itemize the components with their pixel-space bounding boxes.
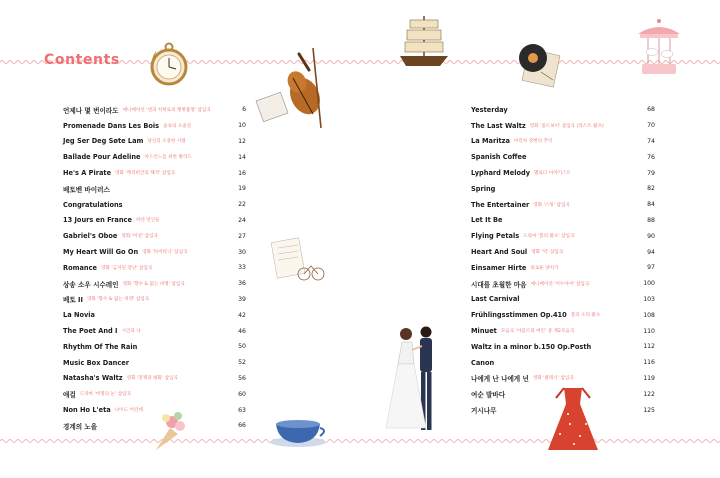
toc-entry[interactable] — [471, 276, 655, 292]
toc-entry-title: The Poet And I — [63, 327, 118, 336]
toc-entry-title: Einsamer Hirte — [471, 263, 527, 272]
toc-entry-page-number: 76 — [647, 153, 655, 161]
toc-entry-subtitle: 영화 '향수 & 없는 비명' 삽입곡 — [122, 281, 185, 287]
toc-entry[interactable] — [63, 149, 246, 165]
toc-entry[interactable] — [471, 118, 655, 134]
page-title: Contents — [44, 52, 120, 68]
toc-entry-title: 13 Jours en France — [63, 216, 132, 225]
toc-entry[interactable] — [471, 181, 655, 197]
toc-entry[interactable] — [471, 323, 655, 339]
toc-entry-title: Lyphard Melody — [471, 169, 531, 178]
toc-entry-subtitle: 봄의 소리 왈츠 — [570, 313, 601, 319]
dancing-couple-icon — [384, 324, 450, 440]
toc-entry-subtitle: 드라마 '봄의 왈츠' 삽입곡 — [523, 234, 575, 240]
toc-entry-title: Natasha's Waltz — [63, 374, 123, 383]
toc-entry-title: Spring — [471, 184, 496, 193]
toc-entry-page-number: 14 — [238, 153, 246, 161]
toc-entry-title: Spanish Coffee — [471, 153, 527, 162]
toc-entry-title: 경계의 노을 — [63, 422, 98, 431]
toc-entry-subtitle: 드라마 '여명의 눈' 삽입곡 — [79, 392, 132, 398]
toc-entry-title: Canon — [471, 358, 495, 367]
toc-entry-title: 거시나무 — [471, 407, 497, 416]
toc-entry-page-number: 70 — [647, 122, 655, 130]
toc-entry[interactable] — [63, 323, 246, 339]
toc-entry-subtitle: 마리차 강변의 추억 — [513, 139, 553, 145]
toc-entry-title: Heart And Soul — [471, 248, 528, 257]
toc-entry-title: 나에게 난 나에게 넌 — [471, 375, 529, 384]
toc-entry-title: My Heart Will Go On — [63, 248, 139, 257]
toc-entry[interactable] — [63, 197, 246, 213]
toc-entry-subtitle: 영화 '스팅' 삽입곡 — [533, 202, 570, 208]
toc-entry-page-number: 42 — [238, 311, 246, 319]
toc-entry-subtitle: 나이도 어린데 — [114, 408, 143, 414]
toc-entry-page-number: 122 — [643, 390, 655, 398]
toc-entry-page-number: 33 — [238, 264, 246, 272]
toc-entry-title: Congratulations — [63, 200, 123, 209]
toc-entry-page-number: 6 — [242, 106, 246, 114]
toc-entry-title: Ballade Pour Adeline — [63, 153, 141, 162]
toc-entry[interactable] — [471, 339, 655, 355]
toc-entry-page-number: 50 — [238, 343, 246, 351]
toc-entry[interactable] — [63, 181, 246, 197]
toc-entry[interactable] — [471, 102, 655, 118]
toc-entry[interactable] — [471, 371, 655, 387]
toc-entry-title: Jeg Ser Deg Søte Lam — [63, 137, 144, 146]
toc-entry-page-number: 60 — [238, 390, 246, 398]
carousel-icon — [634, 18, 684, 80]
toc-entry-subtitle: 영화 '빅' 삽입곡 — [531, 250, 564, 256]
toc-entry-subtitle: 숲속의 오솔길 — [163, 123, 192, 129]
toc-entry-subtitle: 모음곡 '아를르의 여인' 중 제2모음곡 — [500, 329, 575, 335]
toc-entry[interactable] — [471, 244, 655, 260]
toc-entry-subtitle: 애니메이션 '이누야샤' 삽입곡 — [530, 281, 590, 287]
toc-entry-title: Non Ho L'eta — [63, 406, 111, 415]
vinyl-record-icon — [515, 40, 561, 88]
toc-entry-title: 애걸 — [63, 391, 76, 400]
toc-entry-title: 베토 II — [63, 296, 83, 305]
toc-entry[interactable] — [63, 228, 246, 244]
toc-entry-title: Flying Petals — [471, 232, 520, 241]
toc-entry-title: Yesterday — [471, 105, 508, 114]
toc-entry-page-number: 119 — [643, 374, 655, 382]
toc-right-column — [471, 102, 655, 418]
toc-entry-title: 시대를 초월한 마음 — [471, 280, 527, 289]
toc-entry[interactable] — [471, 197, 655, 213]
toc-entry-subtitle: 하얀 연인들 — [135, 218, 160, 224]
toc-entry-page-number: 12 — [238, 137, 246, 145]
toc-entry-title: Frühlingsstimmen Op.410 — [471, 311, 567, 320]
toc-entry[interactable] — [63, 134, 246, 150]
toc-entry-title: Let It Be — [471, 216, 503, 225]
toc-entry-page-number: 46 — [238, 327, 246, 335]
toc-entry[interactable] — [471, 228, 655, 244]
bottom-wave-divider — [0, 437, 720, 445]
pocket-watch-icon — [146, 40, 192, 88]
toc-entry[interactable] — [63, 276, 246, 292]
toc-entry-page-number: 108 — [643, 311, 655, 319]
toc-entry-page-number: 112 — [643, 343, 655, 351]
toc-entry-subtitle: 영화 '캐리비안의 해적' 삽입곡 — [115, 171, 176, 177]
toc-entry-title: Last Carnival — [471, 295, 520, 304]
toc-entry[interactable] — [471, 134, 655, 150]
toc-entry-page-number: 16 — [238, 169, 246, 177]
toc-entry-title: Rhythm Of The Rain — [63, 342, 138, 351]
toc-entry[interactable] — [471, 402, 655, 418]
toc-entry-page-number: 24 — [238, 216, 246, 224]
toc-entry-page-number: 84 — [647, 201, 655, 209]
toc-entry-page-number: 94 — [647, 248, 655, 256]
toc-entry[interactable] — [63, 371, 246, 387]
toc-entry-title: The Entertainer — [471, 200, 530, 209]
toc-entry-title: 언제나 몇 번이라도 — [63, 106, 119, 115]
toc-entry-subtitle: 영화 '올드보이' 삽입곡 (라스트 왈츠) — [529, 123, 604, 129]
toc-entry-subtitle: 멜로디 이야기스트 — [534, 171, 571, 177]
toc-entry-title: La Maritza — [471, 137, 510, 146]
toc-entry-page-number: 19 — [238, 185, 246, 193]
toc-entry[interactable] — [63, 386, 246, 402]
toc-entry-title: He's A Pirate — [63, 169, 112, 178]
toc-entry-page-number: 22 — [238, 201, 246, 209]
toc-entry[interactable] — [471, 149, 655, 165]
toc-entry-page-number: 82 — [647, 185, 655, 193]
toc-entry[interactable] — [63, 292, 246, 308]
toc-entry-page-number: 110 — [643, 327, 655, 335]
toc-entry[interactable] — [471, 213, 655, 229]
toc-entry[interactable] — [63, 118, 246, 134]
toc-entry-page-number: 36 — [238, 280, 246, 288]
toc-entry-title: 상송 소우 시수레인 — [63, 280, 119, 289]
toc-entry-page-number: 52 — [238, 359, 246, 367]
teacup-icon — [268, 412, 328, 448]
toc-entry[interactable] — [63, 213, 246, 229]
toc-entry-subtitle: 영화 '향수 & 없는 비명' 삽입곡 — [86, 297, 150, 303]
toc-entry[interactable] — [63, 165, 246, 181]
toc-entry-page-number: 74 — [647, 137, 655, 145]
toc-entry[interactable] — [471, 355, 655, 371]
toc-entry-subtitle: 영화 '금지된 장난' 삽입곡 — [101, 265, 153, 271]
toc-entry[interactable] — [471, 260, 655, 276]
toc-entry[interactable] — [471, 292, 655, 308]
toc-entry-page-number: 39 — [238, 295, 246, 303]
toc-entry-title: Minuet — [471, 327, 497, 336]
toc-entry[interactable] — [63, 418, 246, 434]
toc-entry-title: Promenade Dans Les Bois — [63, 121, 160, 130]
toc-entry-title: Music Box Dancer — [63, 358, 129, 367]
toc-entry-subtitle: 영화 '미션' 삽입곡 — [121, 234, 158, 240]
toc-entry[interactable] — [63, 402, 246, 418]
toc-entry[interactable] — [63, 260, 246, 276]
toc-entry-subtitle: 외로운 양치기 — [530, 265, 559, 271]
toc-entry-subtitle: 영화 '전쟁과 평화' 삽입곡 — [126, 376, 178, 382]
toc-entry-title: Waltz in a minor b.150 Op.Posth — [471, 342, 592, 351]
toc-left-column — [63, 102, 246, 434]
toc-entry-page-number: 100 — [643, 280, 655, 288]
toc-entry-subtitle: 영화 '타이타닉' 삽입곡 — [142, 250, 188, 256]
toc-entry-subtitle: 아드린느를 위한 발라드 — [144, 155, 192, 161]
toc-entry-page-number: 125 — [643, 406, 655, 414]
toc-entry-page-number: 10 — [238, 122, 246, 130]
toc-entry-title: Gabriel's Oboe — [63, 232, 118, 241]
toc-entry-page-number: 68 — [647, 106, 655, 114]
toc-entry-page-number: 79 — [647, 169, 655, 177]
toc-entry-page-number: 27 — [238, 232, 246, 240]
toc-entry-page-number: 30 — [238, 248, 246, 256]
toc-entry-subtitle: 시인과 나 — [121, 329, 141, 335]
toc-entry[interactable] — [471, 165, 655, 181]
toc-entry-title: Romance — [63, 263, 98, 272]
toc-entry-subtitle: 영화 '클래식' 삽입곡 — [532, 376, 574, 382]
toc-entry-title: 여순 발바다 — [471, 391, 506, 400]
toc-entry-subtitle: 당신의 소중한 사람 — [147, 139, 186, 145]
toc-entry-page-number: 88 — [647, 216, 655, 224]
toc-entry[interactable] — [63, 102, 246, 118]
sailing-ship-icon — [396, 12, 452, 70]
toc-entry-page-number: 97 — [647, 264, 655, 272]
toc-entry-page-number: 66 — [238, 422, 246, 430]
toc-entry[interactable] — [471, 386, 655, 402]
toc-entry-page-number: 63 — [238, 406, 246, 414]
toc-entry-title: 베토벤 바이러스 — [63, 185, 110, 194]
toc-entry[interactable] — [63, 339, 246, 355]
toc-entry[interactable] — [63, 307, 246, 323]
toc-entry-page-number: 116 — [643, 359, 655, 367]
toc-entry-page-number: 56 — [238, 374, 246, 382]
toc-entry-page-number: 103 — [643, 295, 655, 303]
toc-entry[interactable] — [471, 307, 655, 323]
toc-entry-subtitle: 애니메이션 '센과 치히로의 행방불명' 삽입곡 — [122, 107, 211, 113]
toc-entry-title: The Last Waltz — [471, 121, 526, 130]
sheet-music-bicycle-icon — [270, 236, 326, 284]
toc-entry[interactable] — [63, 244, 246, 260]
toc-entry[interactable] — [63, 355, 246, 371]
toc-entry-title: La Novia — [63, 311, 96, 320]
toc-entry-page-number: 90 — [647, 232, 655, 240]
violin-icon — [255, 44, 333, 132]
